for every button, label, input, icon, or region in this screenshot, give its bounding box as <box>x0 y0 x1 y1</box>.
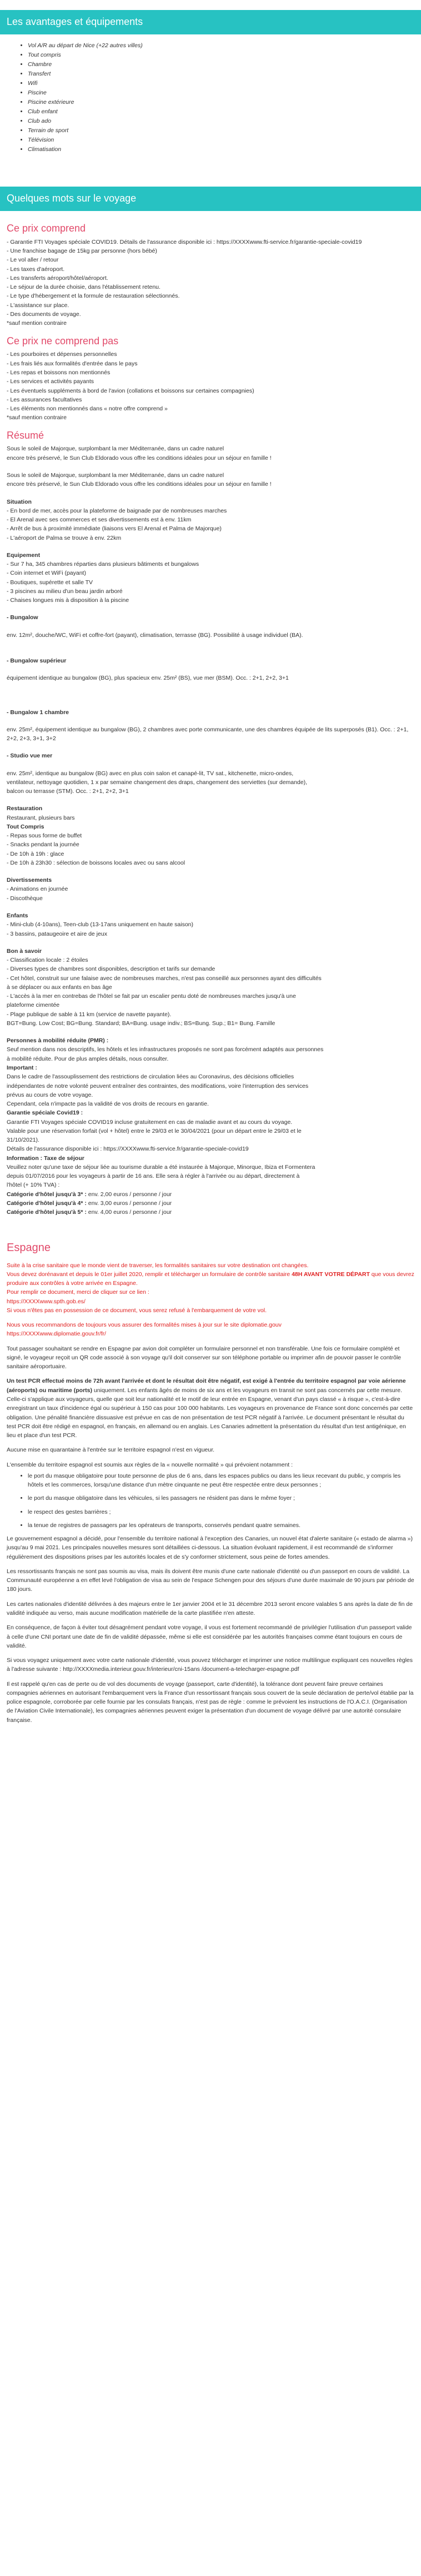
text-line: - Les taxes d'aéroport. <box>7 265 65 273</box>
feature-item: • Piscine extérieure <box>28 98 414 107</box>
text-line: - Le vol aller / retour <box>7 257 59 264</box>
new-normal-list <box>7 1472 414 1530</box>
feature-item: • Télévision <box>28 135 414 145</box>
important-title: Important : <box>7 1064 37 1071</box>
alert-state-text: Le gouvernement espagnol a décidé, pour l'ensemble du territoire national à l'exception des Canaries, un nouvel état d'alerte sanitaire (« estado de alarma ») jusqu'au 9 mai 2021. Les principales nouvelles mesures sont détaillées ci-dessous. La situation évoluant rapidement, il est recommandé de s'informer régulièrement des dispositions prises par les autorités locales et de s'y conformer strictement, sous peine de fortes amendes. <box>7 1535 413 1560</box>
section-header-avantages <box>0 10 421 34</box>
covid-guarantee-text <box>7 1118 414 1154</box>
situation-title: Situation <box>7 498 32 505</box>
situation-list <box>7 506 414 543</box>
espagne-formalities-notice: Nous vous recommandons de toujours vous assurer des formalités mises à jour sur le site diplomatie.gouv https://XXXXwww.diplomatie.gouv.fr/fr/ <box>7 1322 282 1338</box>
espagne-title: Espagne <box>7 1241 51 1254</box>
kids-title: Enfants <box>7 912 28 920</box>
important-text <box>7 1072 414 1108</box>
features-section <box>0 34 421 160</box>
passport-advice-text: En conséquence, de façon à éviter tout désagrément pendant votre voyage, il vous est fortement recommandé de privilégier l'utilisation d'un passeport valide à celle d'une CNI portant une date de fin de validité dépassée, même si elle est considérée par les autorités françaises comme étant toujours en cours de validité. <box>7 1624 412 1649</box>
feature-item: • Chambre <box>28 60 414 69</box>
summary-title: Résumé <box>7 429 44 441</box>
tax-category <box>7 1190 414 1199</box>
text-line: - Diverses types de chambres sont disponibles, description et tarifs sur demande <box>7 966 215 973</box>
equipment-list <box>7 560 414 605</box>
text-line: - Des documents de voyage. <box>7 311 81 318</box>
room-bungalow-1ch-title: - Bungalow 1 chambre <box>7 709 69 716</box>
price-excludes-title: Ce prix ne comprend pas <box>7 335 119 347</box>
summary-text: Sous le soleil de Majorque, surplombant la mer Méditerranée, dans un cadre naturel <box>7 471 224 479</box>
feature-item: • Club enfant <box>28 107 414 117</box>
room-bungalow-1ch-text: env. 25m², équipement identique au bungalow (BG), 2 chambres avec porte communicante, une des chambres équipée de lits superposés (B1). Occ. : 2+1, 2+2, 2+3, 3+1, 3+2 <box>7 726 409 742</box>
tax-category-value: env. 3,00 euros / personne / jour <box>86 1199 172 1207</box>
notice-download-text: Si vous voyagez uniquement avec votre carte nationale d'identité, vous pouvez télécharger et imprimer une notice multilingue expliquant ces nouvelles règles à l'adresse suivante : http://XXXXmedia.interieur.gouv.fr/interieur/cni-15ans /document-a-telecharger-espagne.pdf <box>7 1657 413 1673</box>
section-header-voyage <box>0 187 421 211</box>
list-item: • le port du masque obligatoire pour toute personne de plus de 6 ans, dans les espaces publics ou dans les lieux recevant du public, y compris les hôtels et les commerces, lorsqu'une distance d'un mètre cinquante ne peut être respectée entre deux personnes ; <box>28 1472 414 1490</box>
text-line: Veuillez noter qu'une taxe de séjour liée au tourisme durable a été instaurée à Majorque, Minorque, Ibiza et Formentera <box>7 1163 315 1171</box>
text-line: - De 10h à 23h30 : sélection de boissons locales avec ou sans alcool <box>7 859 186 866</box>
text-line: BGT=Bung. Low Cost; BG=Bung. Standard; BA=Bung. usage indiv.; BS=Bung. Sup.; B1= Bung. Famille <box>7 1020 275 1027</box>
text-line: - L'accès à la mer en contrebas de l'hôtel se fait par un escalier pentu doté de nombreuses marches jusqu'à une <box>7 993 296 1000</box>
room-studio-text <box>7 769 414 796</box>
text-line: prévus au cours de votre voyage. <box>7 1091 93 1098</box>
text-line: - Les transferts aéroport/hôtel/aéroport. <box>7 274 108 282</box>
room-studio-title: - Studio vue mer <box>7 752 53 760</box>
espagne-section <box>0 1223 421 1736</box>
list-item: • le respect des gestes barrières ; <box>28 1508 414 1517</box>
feature-item: • Club ado <box>28 117 414 126</box>
text-line: - Les services et activités payants <box>7 378 94 385</box>
text-line: - Animations en journée <box>7 886 68 893</box>
feature-item: • Vol A/R au départ de Nice (+22 autres villes) <box>28 41 414 51</box>
good-to-know-list <box>7 956 414 1028</box>
pmr-title: Personnes à mobilité réduite (PMR) : <box>7 1037 109 1045</box>
text-line: - Les repas et boissons non mentionnés <box>7 369 111 376</box>
entertainment-title: Divertissements <box>7 877 52 884</box>
text-line: ventilateur, nettoyage quotidien, 1 x par semaine changement des draps, changement des serviettes (sur demande), <box>7 779 308 786</box>
text-line: à se déplacer ou aux enfants en bas âge <box>7 983 112 991</box>
entertainment-list <box>7 885 414 903</box>
room-bungalow-sup-title: - Bungalow supérieur <box>7 657 67 664</box>
spth-link[interactable]: https://XXXXwww.spth.gob.es/ <box>7 1298 86 1305</box>
quarantine-text: Aucune mise en quarantaine à l'entrée sur le territoire espagnol n'est en vigueur. <box>7 1447 215 1454</box>
text-line: balcon ou terrasse (STM). Occ. : 2+1, 2+2, 3+1 <box>7 788 129 795</box>
tax-category-label: Catégorie d'hôtel jusqu'à 3* : <box>7 1191 87 1198</box>
text-line: Garantie FTI Voyages spéciale COVID19 incluse gratuitement en cas de maladie avant et au cours du voyage. <box>7 1118 293 1126</box>
text-line: - Discothèque <box>7 895 43 902</box>
restauration-intro: Restaurant, plusieurs bars <box>7 814 75 821</box>
id-card-text: Les cartes nationales d'identité délivrées à des majeurs entre le 1er janvier 2004 et le 31 décembre 2013 seront encore valables 5 ans après la date de fin de validité indiquée au verso, mais aucune modification matérielle de la carte plastifiée n'en atteste. <box>7 1600 413 1617</box>
espagne-sanitary-notice: Suite à la crise sanitaire que le monde vient de traverser, les formalités sanitaires sur votre destination ont changées. Vous devez dorénavant et depuis le 01er juillet 2020, remplir et télécharger un formulaire de contrôle sanitaire 48H AVANT VOTRE DÉPART que vous devrez produire aux contrôles à votre arrivée en Espagne. Pour remplir ce document, merci de cliquer sur ce lien : https://XXXXwww.spth.gob.es/ Si vous n'êtes pas en possession de ce document, vous serez refusé à l'embarquement de votre vol. <box>7 1262 414 1314</box>
tax-category-label: Catégorie d'hôtel jusqu'à 4* : <box>7 1199 87 1207</box>
tax-category-value: env. 2,00 euros / personne / jour <box>86 1191 172 1198</box>
all-inclusive-title: Tout Compris <box>7 823 44 830</box>
tax-category <box>7 1199 414 1208</box>
text-line: - L'aéroport de Palma se trouve à env. 22km <box>7 534 122 541</box>
text-line: - Les pourboires et dépenses personnelles <box>7 351 117 358</box>
tax-categories <box>7 1190 414 1217</box>
restauration-list <box>7 831 414 867</box>
lost-documents-text: Il est rappelé qu'en cas de perte ou de vol des documents de voyage (passeport, carte d'identité), la tolérance dont peuvent faire preuve certaines compagnies aériennes en autorisant l'embarquement vers la France d'un ressortissant français sous couvert de la seule déclaration de perte/vol établie par la police espagnole, corroborée par celle fournie par les consulats français, n'est pas de règle : comme le prévoient les instructions de l'O.A.C.I. (Organisation de l'Aviation Civile Internationale), les compagnies aériennes peuvent exiger la présentation d'un document de voyage délivré par une autorité consulaire française. <box>7 1680 414 1724</box>
visa-text: Les ressortissants français ne sont pas soumis au visa, mais ils doivent être munis d'une carte nationale d'identité ou d'un passeport en cours de validité. La Communauté européenne a en effet levé l'obligation de visa au sein de l'espace Schengen pour des séjours d'une durée maximale de 90 jours par période de 180 jours. <box>7 1568 414 1593</box>
summary-text: encore très préservé, le Sun Club Eldorado vous offre les conditions idéales pour un séjour en famille ! <box>7 454 272 461</box>
feature-item: • Tout compris <box>28 51 414 60</box>
text-line: - Repas sous forme de buffet <box>7 832 82 840</box>
text-line: - El Arenal avec ses commerces et ses divertissements est à env. 11km <box>7 516 192 524</box>
covid-guarantee-title: Garantie spéciale Covid19 : <box>7 1109 83 1117</box>
text-line: depuis 01/07/2016 pour les voyageurs à partir de 16 ans. Elle sera à régler à l'arrivée ou au départ, directement à <box>7 1173 300 1180</box>
text-line: - Les éventuels suppléments à bord de l'avion (collations et boissons sur certaines compagnies) <box>7 387 254 394</box>
text-line: - Chaises longues mis à disposition à la piscine <box>7 597 129 604</box>
pcr-text: Un test PCR effectué moins de 72h avant l'arrivée et dont le résultat doit être négatif, est exigé à l'entrée du territoire espagnol par voie aérienne (aéroports) ou maritime (ports) uniquement. Les enfants âgés de moins de six ans et les voyageurs en transit ne sont pas concernés par cette mesure. Celle-ci s'applique aux voyageurs, quelle que soit leur nationalité et le motif de leur entrée en Espagne, venant d'un pays classé « à risque », c'est-à-dire enregistrant un taux d'incidence égal ou supérieur à 150 cas pour 100 000 habitants. Les voyageurs en provenance de France sont donc concernés par cette obligation. Une pénalité financière dissuasive est prévue en cas de non présentation de test PCR négatif à l'arrivée. Le document présentant le résultat du test PCR doit être rédigé en espagnol, en français, en allemand ou en anglais. Les Canaries admettent la présentation du résultat d'un test antigénique, en lieu et place d'un test PCR. <box>7 1378 413 1439</box>
text-line: indépendantes de notre volonté peuvent entraîner des contraintes, des modifications, voire l'interruption des services <box>7 1082 309 1089</box>
text-line: - Une franchise bagage de 15kg par personne (hors bébé) <box>7 248 157 255</box>
text-line: - Le séjour de la durée choisie, dans l'établissement retenu. <box>7 284 161 291</box>
text-line: Dans le cadre de l'assouplissement des restrictions de circulation liées au Coronavirus, des décisions officielles <box>7 1073 294 1081</box>
room-bungalow-text: env. 12m², douche/WC, WiFi et coffre-fort (payant), climatisation, terrasse (BG). Possibilité à usage individuel (BA). <box>7 631 303 639</box>
summary-text: encore très préservé, le Sun Club Eldorado vous offre les conditions idéales pour un séjour en famille ! <box>7 481 272 488</box>
text-line: Détails de l'assurance disponible ici : https://XXXXwww.fti-service.fr/garantie-speciale-covid19 <box>7 1146 249 1153</box>
text-line: - 3 bassins, pataugeoire et aire de jeux <box>7 930 107 937</box>
text-line: - En bord de mer, accès pour la plateforme de baignade par de nombreuses marches <box>7 507 227 514</box>
kids-list <box>7 920 414 938</box>
text-line: Seuf mention dans nos descriptifs, les hôtels et les infrastructures proposés ne sont pas forcément adaptés aux personnes <box>7 1046 324 1053</box>
tax-category-label: Catégorie d'hôtel jusqu'à 5* : <box>7 1209 87 1216</box>
text-line: - Mini-club (4-10ans), Teen-club (13-17ans uniquement en haute saison) <box>7 921 193 928</box>
text-line: - Sur 7 ha, 345 chambres réparties dans plusieurs bâtiments et bungalows <box>7 561 199 568</box>
feature-item: • Wifi <box>28 79 414 88</box>
text-line: - Classification locale : 2 étoiles <box>7 957 88 964</box>
price-includes-title: Ce prix comprend <box>7 223 86 234</box>
new-normal-text: L'ensemble du territoire espagnol est soumis aux règles de la « nouvelle normalité » qui prévoient notamment : <box>7 1461 293 1468</box>
text-line: *sauf mention contraire <box>7 320 67 327</box>
text-line: env. 25m², identique au bungalow (BG) avec en plus coin salon et canapé-lit, TV sat., kitchenette, micro-ondes, <box>7 770 294 777</box>
tax-category <box>7 1208 414 1217</box>
text-line: à mobilité réduite. Pour de plus amples détails, nous consulter. <box>7 1055 169 1062</box>
text-line: plateforme cimentée <box>7 1002 60 1009</box>
text-line: 31/10/2021). <box>7 1137 39 1144</box>
section-title: Quelques mots sur le voyage <box>7 193 137 204</box>
text-line: - Les éléments non mentionnés dans « notre offre comprend » <box>7 405 168 413</box>
room-bungalow-title: - Bungalow <box>7 614 38 621</box>
feature-item: • Piscine <box>28 88 414 98</box>
text-line: - Garantie FTI Voyages spéciale COVID19. Détails de l'assurance disponible ici : https://XXXXwww.fti-service.fr/garantie-speciale-covid19 <box>7 238 362 245</box>
text-line: - De 10h à 19h : glace <box>7 850 64 857</box>
feature-item: • Climatisation <box>28 145 414 154</box>
text-line: *sauf mention contraire <box>7 414 67 421</box>
section-title: Les avantages et équipements <box>7 16 143 28</box>
price-includes-list <box>7 238 414 328</box>
page <box>0 10 421 2576</box>
before-departure-highlight: 48H AVANT VOTRE DÉPART <box>292 1271 370 1278</box>
text-line: - Les frais liés aux formalités d'entrée dans le pays <box>7 360 138 367</box>
summary-text: Sous le soleil de Majorque, surplombant la mer Méditerranée, dans un cadre naturel <box>7 445 224 453</box>
text-line: Cependant, cela n'impacte pas la validité de vos droits de recours en garantie. <box>7 1101 209 1108</box>
equipment-title: Equipement <box>7 551 41 559</box>
list-item: • la tenue de registres de passagers par les opérateurs de transports, conservés pendant quatre semaines. <box>28 1521 414 1530</box>
text-line: - Le type d'hébergement et la formule de restauration sélectionnés. <box>7 293 180 300</box>
restauration-title: Restauration <box>7 805 43 812</box>
list-item: • le port du masque obligatoire dans les véhicules, si les passagers ne résident pas dans le même foyer ; <box>28 1494 414 1503</box>
text-line: - Plage publique de sable à 11 km (service de navette payante). <box>7 1011 172 1018</box>
tax-title: Information : Taxe de séjour <box>7 1154 84 1162</box>
text-line: - Cet hôtel, construit sur une falaise avec de nombreuses marches, n'est pas conseillé aux personnes ayant des difficultés <box>7 975 322 982</box>
text-line: - Coin internet et WiFi (payant) <box>7 570 86 577</box>
pmr-text <box>7 1045 414 1063</box>
text-line: l'hôtel (+ 10% TVA) : <box>7 1182 60 1189</box>
voyage-section <box>0 211 421 1223</box>
passenger-form-text: Tout passager souhaitant se rendre en Espagne par avion doit compléter un formulaire personnel et non transférable. Une fois ce formulaire complété et signé, le voyageur reçoit un QR code associé à son voyage qu'il doit conserver sur son téléphone portable ou imprimer afin de pouvoir passer le contrôle sanitaire aéroportuaire. <box>7 1345 401 1370</box>
tax-text <box>7 1163 414 1190</box>
text-line: - Les assurances facultatives <box>7 396 82 403</box>
price-excludes-list <box>7 350 414 422</box>
text-line: Valable pour une réservation forfait (vol + hôtel) entre le 29/03 et le 30/04/2021 (pour un départ entre le 29/03 et le <box>7 1127 302 1134</box>
text-line: - L'assistance sur place. <box>7 302 69 309</box>
diplomatie-link[interactable]: https://XXXXwww.diplomatie.gouv.fr/fr/ <box>7 1330 106 1338</box>
text-line: - Snacks pendant la journée <box>7 841 79 848</box>
feature-item: • Terrain de sport <box>28 126 414 135</box>
text-line: - 3 piscines au milieu d'un beau jardin arboré <box>7 587 123 595</box>
features-list <box>7 41 414 154</box>
tax-category-value: env. 4,00 euros / personne / jour <box>86 1209 172 1216</box>
text-line: - Arrêt de bus à proximité immédiate (liaisons vers El Arenal et Palma de Majorque) <box>7 525 222 533</box>
feature-item: • Transfert <box>28 69 414 79</box>
text-line: - Boutiques, supérette et salle TV <box>7 579 93 586</box>
good-to-know-title: Bon à savoir <box>7 947 42 955</box>
room-bungalow-sup-text: équipement identique au bungalow (BG), plus spacieux env. 25m² (BS), vue mer (BSM). Occ. : 2+1, 2+2, 3+1 <box>7 675 289 682</box>
